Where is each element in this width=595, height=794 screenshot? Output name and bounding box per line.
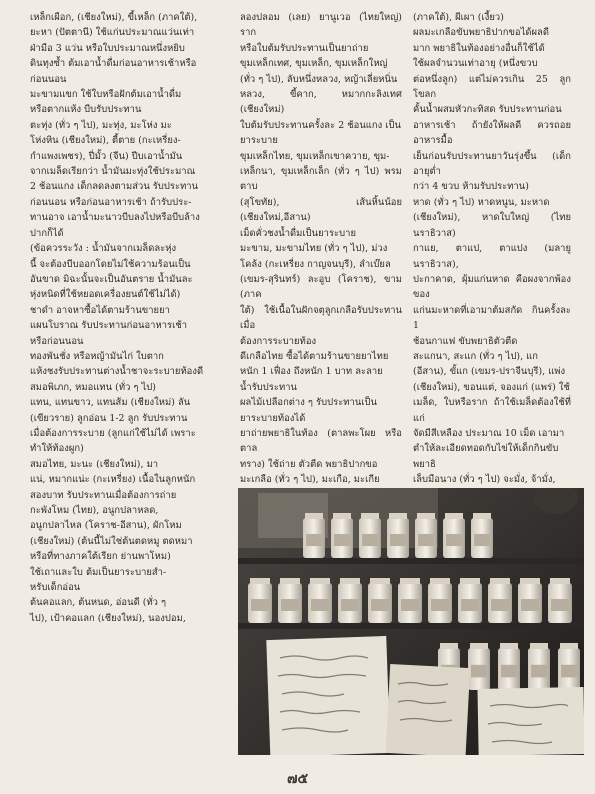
- text-line: เหล็กเผือก, (เชียงใหม่), ขี้เหล็ก (ภาคใต้),: [30, 12, 198, 23]
- jar-lid: [250, 578, 270, 584]
- jar-lid: [500, 643, 518, 649]
- jar-label: [306, 534, 322, 546]
- text-line: จากเมล็ดเรียกว่า น้ำมันมะทุ่งใช้ประมาณ: [30, 166, 196, 178]
- text-line: โห่งหิน (เชียงใหม่), ตี้ตาย (กะเหรี่ยง-: [30, 135, 181, 147]
- jar-lid: [400, 578, 420, 584]
- text-line: แน่, หมากแน่ะ (กะเหรี่ยง) เนื้อในลูกหนัก: [30, 474, 196, 486]
- text-line: แทน, แทนขาว, แทนส้ม (เชียงใหม่) ลัน: [30, 397, 191, 409]
- text-line: (อีสาน), ขั้แก (เขมร-ปราจีนบุรี), แพ่ง: [413, 366, 566, 378]
- text-line: ก่อนนอน หรือก่อนอาหารเช้า ถ้ารับประ-: [30, 196, 192, 208]
- text-line: ปะกาคาด, ผุ้มแก่นหาด คือผงจากพ้องของ: [413, 273, 571, 301]
- text-line: ทราง) ใช้ถ่าย ตัวตืด พยาธิปากขอ: [240, 458, 378, 470]
- jar-lid: [460, 578, 480, 584]
- text-line: (สุโขทัย), เส้นหิ้นน้อย (เชียงใหม่,อีสาน): [240, 196, 402, 224]
- text-line: อาหารเช้า ถ้ายังให้ผลดี ควรถอยอาหารมื้อ: [413, 119, 571, 147]
- text-line: มะเกลือ (ทั่ว ๆ ไป), มะเกือ, มะเกีย: [240, 474, 380, 486]
- text-line: หลวง, ขี้คาก, หมากกะลิงเทศ (เชียงใหม่): [240, 89, 402, 116]
- text-line: แก่นมะหาดที่เอามาต้มสกัด กินครั้งละ 1: [413, 304, 571, 332]
- page-number: ๗๕: [286, 771, 309, 787]
- text-line: ขุมเหล็กไทย, ขุมเหล็กเขาควาย, ขุม-: [240, 150, 390, 162]
- text-line: ผลมะเกลือขับพยาธิปากขอได้ผลดี: [413, 27, 549, 39]
- text-line: น้ำรับประทาน: [240, 381, 297, 393]
- text-line: ยาระบาย: [240, 135, 278, 147]
- text-line: มะขาม, มะขามไทย (ทั่ว ๆ ไป), ม่วง: [240, 243, 388, 255]
- jar-lid: [560, 643, 578, 649]
- text-line: มาก พยาธิในท้องอย่างอื่นก็ใช้ได้: [413, 42, 545, 54]
- text-line: (เชียงใหม่) (ต้นนี้ไม่ใช่ต้นตดหมู ตดหมา: [30, 535, 193, 547]
- text-line: ปากก็ได้: [30, 227, 64, 239]
- jar-label: [446, 534, 462, 546]
- jar-lid: [389, 513, 407, 519]
- jar-label: [431, 599, 449, 611]
- text-line: ไป), เป้าคอแลก (เชียงใหม่), นองปอม,: [30, 612, 186, 624]
- text-line: ใช้เถาและใบ ต้มเป็นยาระบายสำ-: [30, 566, 167, 578]
- jar-lid: [430, 578, 450, 584]
- text-line: ทองพันชั่ง หรือหญ้ามันไก่ ใบตาก: [30, 350, 164, 362]
- text-line: 2 ช้อนแกง เด็กลดลงตามส่วน รับประทาน: [30, 181, 199, 193]
- jar-lid: [550, 578, 570, 584]
- photo-image: [238, 488, 584, 755]
- jar-lid: [417, 513, 435, 519]
- jar-label: [390, 534, 406, 546]
- jar-lid: [470, 643, 488, 649]
- text-line: คั้นน้ำผสมหัวกะทิสด รับประทานก่อน: [413, 104, 562, 116]
- text-line: (ภาคใต้), ผีเผา (เงี้ยว): [413, 12, 504, 23]
- text-line: ฝ่ามือ 3 แว่น หรือใบประมาณหนึ่งหยิบ: [30, 42, 185, 54]
- text-line: หุ่งหนิดที่ใช้หยอดเครื่องยนต์ใช้ไม่ได้): [30, 289, 181, 301]
- jar-label: [561, 665, 577, 678]
- jar-label: [501, 665, 517, 678]
- text-line: สมอไทย, มะนะ (เชียงใหม่), มา: [30, 458, 159, 470]
- jar-lid: [445, 513, 463, 519]
- text-line: มะขามแขก ใช้ใบหรือฝักต้มเอาน้ำดื่ม: [30, 89, 182, 101]
- text-line: ทานอาจ เอาน้ำมะนาวบีบลงไปหรือบีบล้าง: [30, 212, 200, 224]
- jar-lid: [361, 513, 379, 519]
- text-column-2: [240, 10, 402, 518]
- jar-label: [471, 665, 487, 678]
- text-line: กาแย, ตาแป, ตาแปง (มลายู นราธิวาส),: [413, 243, 571, 270]
- text-line: สมอพิเภก, หมอแทน (ทั่ว ๆ ไป): [30, 381, 157, 393]
- text-line: ใช้ผลจำนวนเท่าอายุ (หนึ่งขวบ: [413, 58, 538, 70]
- text-line: ยะหา (ปัตตานี) ใช้แก่นประมาณแว่นเท่า: [30, 27, 195, 39]
- text-line: เมล็ด, ใบหรือราก ถ้าใช้เมล็ดต้องใช้ที่แก่: [413, 397, 571, 424]
- text-line: ดีเกลือไทย ซื้อได้ตามร้านขายยาไทย: [240, 350, 389, 362]
- jar-lid: [305, 513, 323, 519]
- text-line: หนัก 1 เฟื่อง ถึงหนัก 1 บาท ละลาย: [240, 366, 383, 378]
- jar-lid: [280, 578, 300, 584]
- text-line: หรับเด็กอ่อน: [30, 582, 81, 594]
- text-line: ต่อหนึ่งลูก) แต่ไม่ควรเกิน 25 ลูก โขลก: [413, 73, 571, 101]
- text-line: กว่า 4 ขวบ ห้ามรับประทาน): [413, 181, 529, 193]
- jar-label: [461, 599, 479, 611]
- text-line: (เชียงใหม่), ขอนแต่, จองแก่ (แพร่) ใช้: [413, 381, 570, 393]
- text-line: หรือที่ทางภาคใต้เรียก ย่านพาโหม): [30, 551, 171, 563]
- text-line: ช้อนกาแฟ ขับพยาธิตัวตืด: [413, 335, 518, 347]
- jar-label: [531, 665, 547, 678]
- text-line: หรือก่อนนอน: [30, 335, 84, 347]
- jar-lid: [473, 513, 491, 519]
- text-line: แผนโบราณ รับประทานก่อนอาหารเช้า: [30, 320, 188, 332]
- text-line: (เชียงใหม่), หาดใบใหญ่ (ไทยนราธิวาส): [413, 212, 571, 239]
- text-line: นี้ จะต้องบีบออกโดยไม่ใช้ความร้อนเป็น: [30, 258, 191, 270]
- jar-lid: [520, 578, 540, 584]
- jar-label: [401, 599, 419, 611]
- text-line: หรือตากแห้ง บีบรับประทาน: [30, 104, 142, 116]
- photo-medicine-jars: [238, 488, 584, 755]
- text-line: เม็ดคั่วชงน้ำดื่มเป็นยาระบาย: [240, 227, 356, 239]
- text-line: ตำให้ละเอียดทอดกับไข่ให้เด็กกินขับพยาธิ: [413, 443, 559, 470]
- text-line: กำแพงเพชร), ปี่มั้ว (จีน) ปีบเอาน้ำมัน: [30, 150, 183, 162]
- text-line: สองบาท รับประทานเมื่อต้องการถ่าย: [30, 489, 177, 501]
- text-line: ต้นคอแลก, ต้นหนด, อ่อนดี (ทั่ว ๆ: [30, 597, 167, 609]
- text-line: ต้องการระบายท้อง: [240, 335, 317, 347]
- jar-lid: [340, 578, 360, 584]
- jar-label: [341, 599, 359, 611]
- jar-lid: [490, 578, 510, 584]
- text-line: กะพังโหม (ไทย), อนูกปลาหลด,: [30, 505, 159, 516]
- text-line: ใต้) ใช้เนื้อในฝักจตุลูกเกลือรับประทานเมื่อ: [240, 304, 402, 332]
- jar-lid: [310, 578, 330, 584]
- text-line: ยาถ่ายพยาธิในท้อง (ตาลพะโผย หรือตาล: [240, 427, 402, 455]
- jar-label: [334, 534, 350, 546]
- text-line: จัดมีสีเหลือง ประมาณ 10 เม็ด เอามา: [413, 427, 565, 439]
- jar-label: [281, 599, 299, 611]
- text-line: สะแกนา, สะแก (ทั่ว ๆ ไป), แก: [413, 350, 538, 362]
- text-line: ใบต้มรับประทานครั้งละ 2 ช้อนแกง เป็น: [240, 119, 401, 131]
- jar-label: [251, 599, 269, 611]
- jar-label: [418, 534, 434, 546]
- text-line: ผลไม้เปลือกต่าง ๆ รับประทานเป็น: [240, 397, 377, 409]
- jar-label: [362, 534, 378, 546]
- text-line: ชาดำ อาจหาซื้อได้ตามร้านขายยา: [30, 304, 170, 316]
- jar-label: [491, 599, 509, 611]
- text-line: ก่อนนอน: [30, 73, 67, 85]
- text-line: แห้งชงรับประทานต่างน้ำชาจะระบายท้องดี: [30, 366, 204, 378]
- text-line: ทำให้ท้องผูก): [30, 443, 84, 455]
- text-line: เมื่อต้องการระบาย (ลูกแก่ใช้ไม่ได้ เพราะ: [30, 427, 196, 439]
- text-line: เหล็กนา, ขุมเหล็กเล็ก (ทั่ว ๆ ไป) พรมตาบ: [240, 166, 402, 193]
- jar-lid: [530, 643, 548, 649]
- text-line: ดินทุงซ้ำ ต้มเอาน้ำดื่มก่อนอาหารเช้าหรือ: [30, 58, 197, 70]
- text-line: ขุมเหล็กเทศ, ขุมเหล็ก, ขุมเหล็กใหญ่: [240, 58, 388, 70]
- text-line: (ทั่ว ๆ ไป), ลับหนึ่งหลวง, หญ้าเลี่ยหนิ่น: [240, 73, 398, 85]
- text-line: (เขียวราย) ลูกอ่อน 1-2 ลูก รับประทาน: [30, 412, 188, 424]
- jar-label: [371, 599, 389, 611]
- jar-label: [311, 599, 329, 611]
- text-line: ตะทุ่ง (ทั่ว ๆ ไป), มะทุ่ง, มะโห่ง มะ: [30, 119, 172, 131]
- text-line: อันขาด มิฉะนั้นจะเป็นอันตราย น้ำมันละ: [30, 273, 193, 285]
- text-line: เล็บมือนาง (ทั่ว ๆ ไป) จะมั่ง, จ้ามั่ง,: [413, 474, 556, 486]
- text-line: (เขมร-สุรินทร์) ละอูบ (โคราช), ขาม (ภาค: [240, 273, 402, 301]
- text-line: ยาระบายท้องได้: [240, 412, 306, 424]
- text-line: หรือใบต้มรับประทานเป็นยาถ่าย: [240, 42, 369, 54]
- text-line: เย็นก่อนรับประทานยาวันรุ่งขึ้น (เด็กอายุต่ำ: [413, 150, 571, 178]
- jar-label: [474, 534, 490, 546]
- text-line: หาด (ทั่ว ๆ ไป) หาดหนูน, มะหาด: [413, 196, 550, 208]
- jar-lid: [440, 643, 458, 649]
- jar-lid: [333, 513, 351, 519]
- text-line: โคล้ง (กะเหรี่ยง กาญจนบุรี), ลำเบ๊ยล: [240, 258, 391, 270]
- jar-lid: [370, 578, 390, 584]
- text-line: ลองปลอม (เลย) ยานูเวอ (ไทยใหญ่) ราก: [240, 12, 402, 39]
- text-line: (ข้อควรระวัง : น้ำมันจากเมล็ดละหุ่ง: [30, 243, 177, 255]
- text-line: อนูกปลาไหล (โคราช-อีสาน), ผักโหม: [30, 520, 182, 532]
- jar-label: [521, 599, 539, 611]
- text-column-1: [30, 10, 220, 626]
- jar-label: [551, 599, 569, 611]
